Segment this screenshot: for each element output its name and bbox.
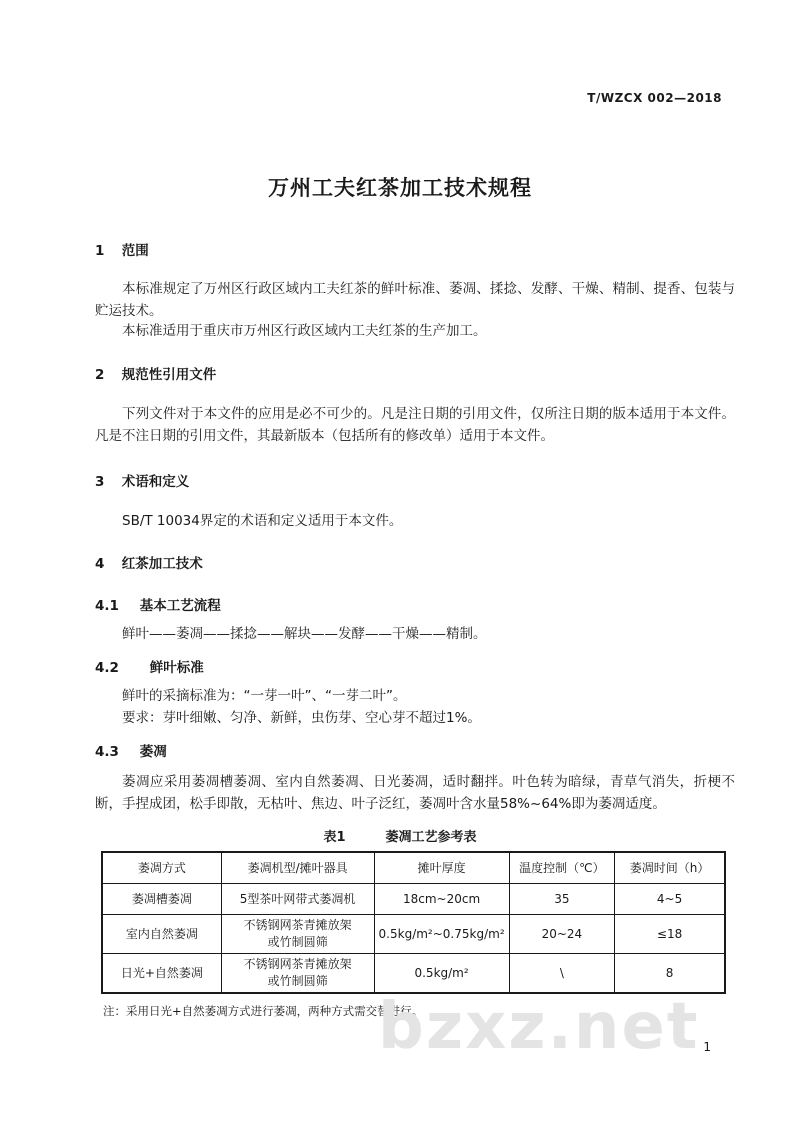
table-row — [102, 954, 725, 994]
section-title: 红茶加工技术 — [121, 556, 203, 572]
table-row — [102, 884, 725, 915]
section-4-1-paragraph-1: 鲜叶——萎凋——揉捻——解块——发酵——干燥——精制。 — [122, 626, 487, 642]
section-2-heading — [95, 363, 216, 383]
table-cell: 0.5kg/m² — [374, 954, 509, 994]
section-title: 术语和定义 — [121, 474, 190, 490]
section-number: 4 — [95, 556, 105, 572]
table-cell: 20~24 — [509, 915, 614, 954]
section-number: 3 — [95, 474, 105, 490]
page-number: 1 — [703, 1040, 711, 1054]
table-cell: 日光+自然萎凋 — [102, 954, 221, 994]
section-number: 4.2 — [95, 660, 119, 676]
table-cell: 0.5kg/m²~0.75kg/m² — [374, 915, 509, 954]
column-header: 萎凋时间（h） — [615, 852, 725, 884]
column-header: 温度控制（℃） — [509, 852, 614, 884]
section-1-heading — [95, 239, 149, 259]
section-4-2-paragraph-1: 鲜叶的采摘标准为：“一芽一叶”、“一芽二叶”。 — [122, 688, 407, 704]
section-4-heading — [95, 552, 203, 572]
section-title: 萎凋 — [139, 744, 167, 760]
section-number: 1 — [95, 243, 105, 259]
section-4-1-heading — [95, 594, 221, 614]
document-title: 万州工夫红茶加工技术规程 — [268, 176, 532, 200]
section-4-2-paragraph-2: 要求：芽叶细嫩、匀净、新鲜，虫伤芽、空心芽不超过1%。 — [122, 710, 481, 726]
table-note: 注：采用日光+自然萎凋方式进行萎凋，两种方式需交替进行。 — [103, 1004, 424, 1018]
section-title: 规范性引用文件 — [121, 367, 217, 383]
table-caption — [0, 826, 800, 845]
section-title: 鲜叶标准 — [149, 660, 204, 676]
section-title: 范围 — [121, 243, 149, 259]
section-4-3-paragraph-1: 萎凋应采用萎凋槽萎凋、室内自然萎凋、日光萎凋，适时翻拌。叶色转为暗绿，青草气消失，折梗不断，手捏成团，松手即散，无枯叶、焦边、叶子泛红，萎凋叶含水量58%~64%即为萎凋适度。 — [95, 774, 735, 812]
table-cell: 4~5 — [615, 884, 725, 915]
table-cell: \ — [509, 954, 614, 994]
table-row — [102, 915, 725, 954]
table-caption-label: 表1 — [323, 830, 346, 845]
column-header: 萎凋机型/摊叶器具 — [221, 852, 374, 884]
table-cell: 5型茶叶网带式萎凋机 — [221, 884, 374, 915]
table-cell: 不锈钢网茶青摊放架 或竹制圆筛 — [221, 954, 374, 994]
table-cell: 室内自然萎凋 — [102, 915, 221, 954]
document-number: T/WZCX 002—2018 — [587, 91, 722, 105]
table-header-row — [102, 852, 725, 884]
section-2-paragraph-1: 下列文件对于本文件的应用是必不可少的。凡是注日期的引用文件，仅所注日期的版本适用于本文件。凡是不注日期的引用文件，其最新版本（包括所有的修改单）适用于本文件。 — [95, 406, 735, 444]
section-1-paragraph-2: 本标准适用于重庆市万州区行政区域内工夫红茶的生产加工。 — [122, 323, 487, 339]
section-number: 2 — [95, 367, 105, 383]
column-header: 摊叶厚度 — [374, 852, 509, 884]
section-number: 4.1 — [95, 598, 119, 614]
table-cell: 萎凋槽萎凋 — [102, 884, 221, 915]
table-cell: 不锈钢网茶青摊放架 或竹制圆筛 — [221, 915, 374, 954]
column-header: 萎凋方式 — [102, 852, 221, 884]
section-title: 基本工艺流程 — [139, 598, 221, 614]
section-1-paragraph-1: 本标准规定了万州区行政区域内工夫红茶的鲜叶标准、萎凋、揉捻、发酵、干燥、精制、提香、包装与贮运技术。 — [95, 281, 735, 319]
section-number: 4.3 — [95, 744, 119, 760]
watermark: bzxz.net — [378, 990, 700, 1064]
table-caption-title: 萎凋工艺参考表 — [385, 830, 477, 845]
table-cell: 18cm~20cm — [374, 884, 509, 915]
withering-process-table — [101, 851, 726, 994]
table-cell: ≤18 — [615, 915, 725, 954]
table-cell: 35 — [509, 884, 614, 915]
section-3-heading — [95, 470, 189, 490]
section-4-3-heading — [95, 740, 167, 760]
table-cell: 8 — [615, 954, 725, 994]
section-4-2-heading — [95, 656, 204, 676]
section-3-paragraph-1: SB/T 10034界定的术语和定义适用于本文件。 — [122, 513, 403, 529]
